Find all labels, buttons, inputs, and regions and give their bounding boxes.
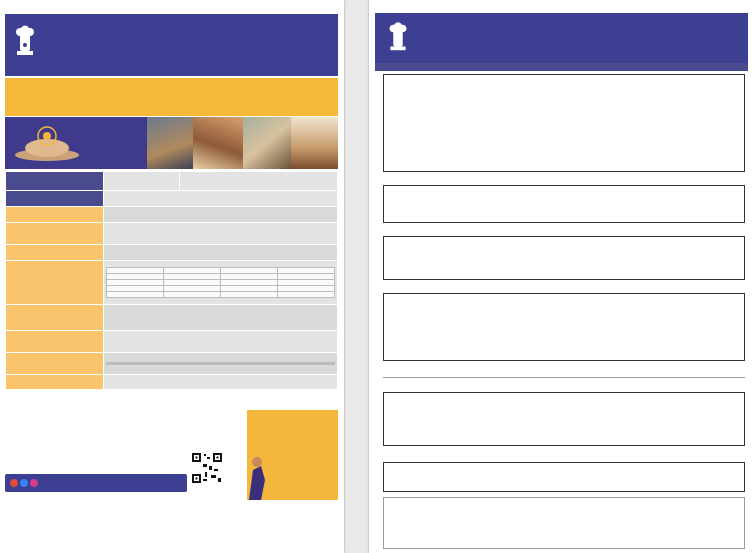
divider (383, 377, 745, 378)
champions-ad (247, 410, 338, 500)
nic-box (383, 462, 745, 492)
enterprise-name-label (6, 207, 104, 223)
nic-4digit (198, 364, 244, 365)
msme-logo (680, 22, 738, 23)
addr-email-key (221, 292, 278, 298)
registration-date-label (6, 375, 104, 390)
photo-workers-2 (193, 117, 243, 169)
certificate-page-1 (0, 0, 344, 553)
national-emblem-icon (387, 20, 409, 54)
commencement-label (6, 331, 104, 353)
champion-figure-icon (247, 450, 267, 500)
contact-row (5, 434, 35, 444)
hero-image-band (5, 117, 338, 169)
commencement-value (104, 331, 338, 353)
certificate-title-band (5, 78, 338, 116)
incorporation-label (6, 305, 104, 331)
units-value (104, 245, 338, 261)
nic-table (106, 362, 335, 365)
enterprise-info-box (383, 74, 745, 172)
social-category-label (6, 223, 104, 245)
addr-mobile-key (107, 292, 164, 298)
hands-icon (11, 123, 83, 163)
addr-email-val (278, 292, 335, 298)
gov-banner (375, 13, 748, 63)
certificate-page-2 (369, 0, 754, 553)
certificate-table (5, 171, 338, 390)
nic-2digit (152, 364, 198, 365)
urn-label (6, 191, 104, 207)
investment-box (383, 293, 745, 361)
type-label (6, 172, 104, 191)
employment-box (383, 236, 745, 280)
photo-workers-3 (243, 117, 291, 169)
enterprise-name-value (104, 207, 338, 223)
gov-banner (5, 14, 338, 76)
registration-date-value (104, 375, 338, 390)
qr-code-icon (190, 451, 224, 485)
address-table (106, 267, 335, 298)
social-category-value (104, 223, 338, 245)
other-details-box (383, 497, 745, 549)
nic-label (6, 353, 104, 375)
address-box (383, 392, 745, 446)
address-cell (104, 261, 338, 305)
national-emblem-icon (14, 23, 36, 59)
bank-box (383, 185, 745, 223)
social-icons (9, 478, 41, 488)
nic-cell (104, 353, 338, 375)
photo-workers-4 (291, 117, 338, 169)
contact-row (5, 424, 35, 434)
urn-value (104, 191, 338, 207)
incorporation-value (104, 305, 338, 331)
type-value-2 (180, 172, 338, 191)
nic-activity (289, 364, 335, 365)
address-label (6, 261, 104, 305)
photo-workers-1 (147, 117, 193, 169)
units-label (6, 245, 104, 261)
nic-5digit (243, 364, 289, 365)
urn-strip (375, 63, 748, 71)
social-footer (5, 474, 187, 492)
msme-logo (270, 26, 328, 27)
type-value-1 (104, 172, 180, 191)
assistance-contacts (5, 424, 35, 443)
champion-text (263, 424, 313, 425)
nic-sno (107, 364, 153, 365)
addr-mobile-val (164, 292, 221, 298)
